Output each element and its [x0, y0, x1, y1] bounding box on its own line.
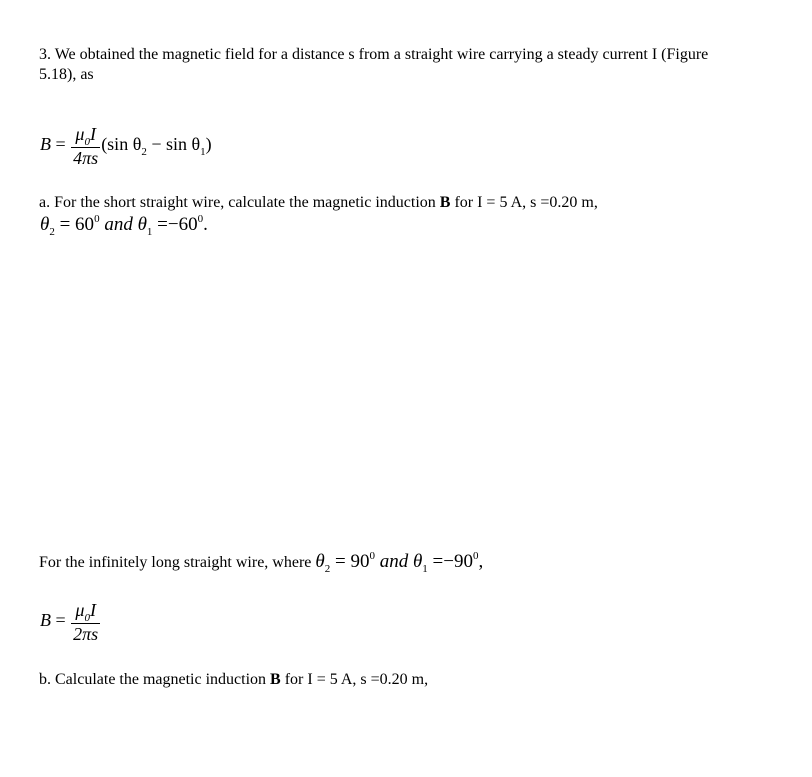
and-word: and	[374, 551, 413, 572]
degree-sup: 0	[197, 213, 204, 225]
part-a-bold-B: B	[439, 194, 451, 211]
degree-sup: 0	[369, 550, 375, 562]
problem-intro-line2: 5.18), as	[39, 66, 94, 83]
degree-sup: 0	[472, 550, 479, 562]
formula-equals: =	[55, 134, 66, 155]
comma: ,	[478, 551, 484, 572]
problem-intro-line1: 3. We obtained the magnetic field for a distance s from a straight wire carrying a steady current I (Figure	[39, 46, 709, 63]
theta2-symbol: θ	[315, 551, 325, 572]
part-b-text: b. Calculate the magnetic induction	[39, 671, 271, 688]
formula-numerator	[71, 600, 100, 624]
theta1-value: =−60	[152, 214, 198, 235]
current-symbol: I	[89, 600, 96, 620]
formula-general	[40, 124, 212, 168]
part-b-values: for I = 5 A, s =0.20 m,	[280, 671, 429, 688]
formula-infinite	[40, 600, 101, 644]
infinite-wire-statement	[39, 552, 483, 574]
formula-fraction	[71, 124, 100, 168]
mu-subscript: 0	[84, 612, 90, 624]
formula-denominator: 2πs	[73, 624, 99, 644]
theta1-sub: 1	[422, 563, 428, 575]
formula-numerator	[71, 124, 100, 148]
theta2-value: = 60	[54, 214, 95, 235]
theta2-sub: 2	[49, 226, 55, 238]
infinite-text: For the infinitely long straight wire, where	[39, 554, 316, 571]
degree-sup: 0	[94, 213, 100, 225]
part-a-values: for I = 5 A, s =0.20 m,	[450, 194, 598, 211]
part-b-question	[39, 670, 428, 690]
theta1-symbol: θ	[412, 551, 423, 572]
formula-minus: − sin θ	[146, 134, 201, 155]
part-a-angles	[40, 214, 208, 236]
theta1-value: =−90	[427, 551, 473, 572]
theta2-value: = 90	[330, 551, 370, 572]
formula-B: B	[40, 134, 51, 155]
problem-intro	[39, 45, 708, 85]
formula-paren-close: )	[205, 134, 212, 155]
theta2-sub: 2	[324, 563, 331, 575]
current-symbol: I	[89, 124, 96, 144]
part-a-text: a. For the short straight wire, calculate the magnetic induction	[39, 194, 440, 211]
mu-subscript: 0	[84, 136, 90, 148]
period: .	[203, 214, 208, 235]
theta1-subscript: 1	[200, 146, 206, 159]
theta2-symbol: θ	[40, 214, 50, 235]
formula-equals: =	[55, 610, 66, 631]
theta1-sub: 1	[146, 226, 153, 238]
and-word: and	[99, 214, 138, 235]
formula-paren-open: (sin θ	[101, 134, 142, 155]
theta1-symbol: θ	[137, 214, 147, 235]
mu-symbol: μ	[75, 124, 85, 144]
formula-denominator: 4πs	[73, 148, 99, 168]
mu-symbol: μ	[75, 600, 85, 620]
formula-fraction	[71, 600, 100, 644]
part-a-question	[39, 193, 598, 213]
theta2-subscript: 2	[141, 146, 147, 159]
formula-B: B	[40, 610, 51, 631]
part-b-bold-B: B	[270, 671, 281, 688]
